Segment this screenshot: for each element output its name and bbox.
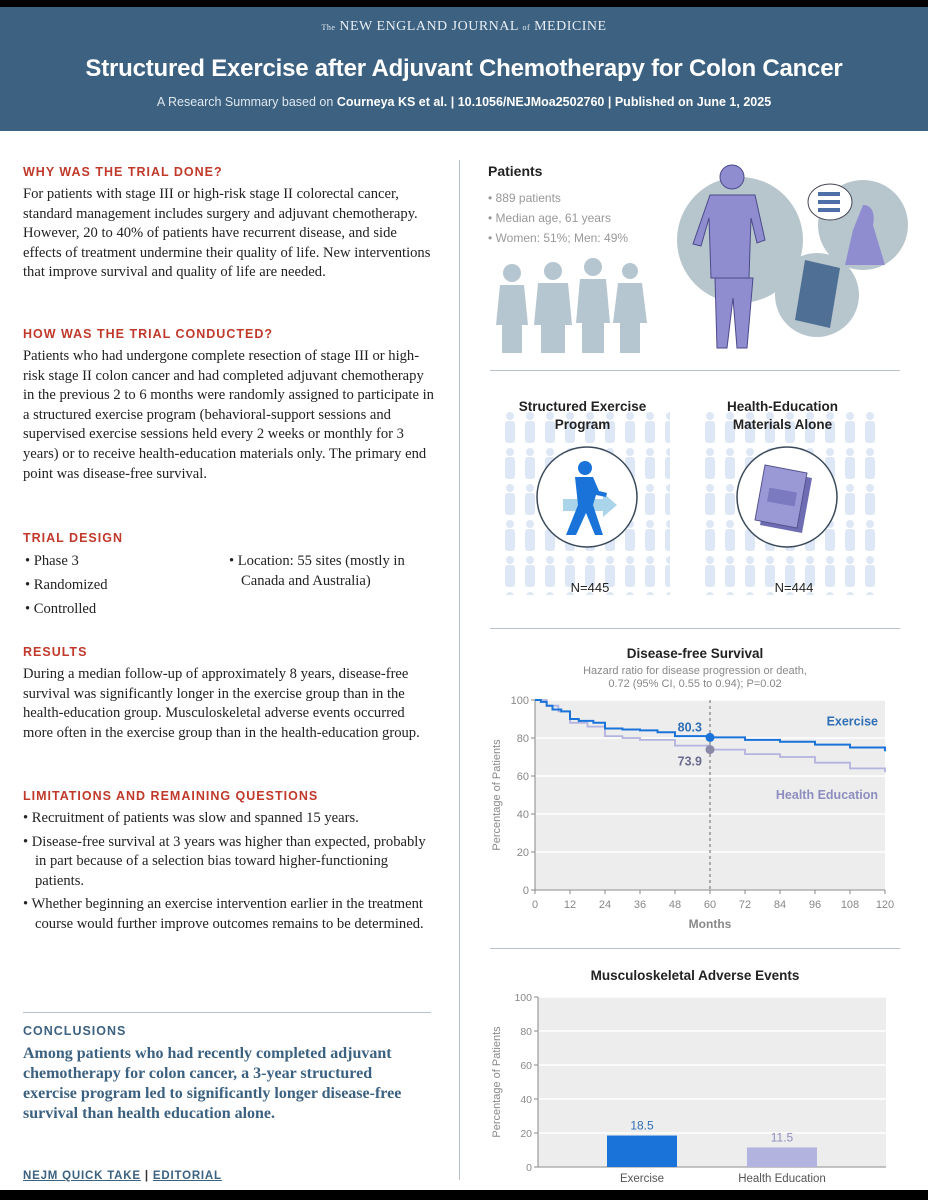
x-axis-label: Months [688, 917, 732, 931]
section-heading: CONCLUSIONS [23, 1024, 127, 1038]
annotation-label: 80.3 [677, 720, 702, 735]
published-date: Published on June 1, 2025 [614, 95, 772, 109]
authors-link[interactable]: Courneya KS et al. [336, 95, 448, 109]
footer-links [23, 1170, 222, 1182]
limitations-section [23, 789, 435, 939]
patients-item: • Median age, 61 years [488, 211, 611, 225]
arm-label-line: Structured Exercise [518, 399, 647, 414]
journal-name [0, 19, 928, 35]
design-location: • Location: 55 sites (mostly in Canada and Australia) [229, 553, 405, 589]
annotation-point [706, 745, 715, 754]
page-title: Structured Exercise after Adjuvant Chemotherapy for Colon Cancer [85, 55, 843, 82]
y-tick-label: 20 [516, 847, 529, 859]
editorial-link[interactable]: EDITORIAL [152, 1170, 222, 1182]
y-tick-label: 60 [520, 1060, 532, 1072]
design-section [23, 531, 435, 617]
x-tick-label: 36 [633, 899, 647, 911]
quick-take-link[interactable]: NEJM QUICK TAKE [23, 1170, 141, 1182]
how-section [23, 327, 435, 484]
conclusions-text: Among patients who had recently completed adjuvant chemotherapy for colon cancer, a 3-year structured exercise program led to significantly longer disease-free survival than health education alone. [23, 1045, 402, 1122]
journal-of: of [522, 23, 531, 32]
y-tick-label: 100 [510, 695, 529, 707]
doi-link[interactable]: 10.1056/NEJMoa2502760 [457, 95, 605, 109]
x-tick-label: 0 [531, 899, 539, 911]
divider [23, 1012, 431, 1013]
x-tick-label: 24 [598, 899, 612, 911]
patients-item: • 889 patients [488, 191, 561, 205]
conclusions-section [23, 1024, 435, 1124]
arm-label-line: Materials Alone [732, 417, 833, 432]
subtitle-line: Hazard ratio for disease progression or death, [583, 665, 807, 677]
survival-chart-subtitle [480, 665, 910, 691]
y-tick-label: 40 [520, 1094, 532, 1106]
limitation-item: • Whether beginning an exercise intervention earlier in the treatment course would further improve outcomes remains to be determined. [23, 896, 424, 932]
annotation-label: 73.9 [677, 754, 702, 769]
patient-silhouettes-icon [490, 255, 660, 355]
design-item: • Randomized [25, 577, 108, 593]
annotation-point [706, 733, 715, 742]
separator: | [450, 95, 455, 109]
column-divider [459, 160, 460, 1180]
walking-person-icon [535, 445, 640, 550]
bar-exercise [607, 1136, 677, 1167]
ae-chart [480, 985, 910, 1190]
y-axis-label: Percentage of Patients [491, 1026, 503, 1138]
separator: | [144, 1170, 149, 1182]
y-axis-label: Percentage of Patients [491, 739, 503, 851]
separator: | [607, 95, 612, 109]
y-tick-label: 0 [526, 1162, 532, 1174]
why-section [23, 165, 435, 283]
subtitle-line: 0.72 (95% CI, 0.55 to 0.94); P=0.02 [608, 678, 782, 690]
x-tick-label: 12 [563, 899, 577, 911]
bar-value-label: 11.5 [770, 1130, 794, 1145]
section-text: During a median follow-up of approximately 8 years, disease-free survival was significantly longer in the exercise group than in the health-education group. Musculoskeletal adverse events occurred more often in the exercise group than in the health-education group. [23, 666, 420, 741]
y-tick-label: 100 [514, 992, 532, 1004]
divider [490, 948, 900, 949]
section-text: Patients who had undergone complete resection of stage III or high-risk stage II colon cancer and had completed adjuvant chemotherapy in the previous 2 to 6 months were randomly assigned to participate in a structured exercise program (behavioral-support sessions and supervised exercise sessions held every 2 weeks or monthly for 3 years) or to receive health-education materials only. The primary end point was disease-free survival. [23, 348, 434, 482]
arm-health-label [695, 398, 870, 434]
exercise-illustration-icon [665, 160, 915, 360]
x-tick-label: 48 [668, 899, 682, 911]
patients-list [488, 188, 628, 248]
x-tick-label: 84 [773, 899, 787, 911]
y-tick-label: 40 [516, 809, 529, 821]
top-bar [0, 0, 928, 7]
divider [490, 628, 900, 629]
journal-prefix: The [321, 23, 336, 32]
section-text: For patients with stage III or high-risk stage II colorectal cancer, standard management includes surgery and adjuvant chemotherapy. However, 20 to 40% of patients have recurrent disease, and side effects of treatment undermine their quality of life. New interventions that improve survival and quality of life are needed. [23, 186, 431, 281]
health-booklet-icon [735, 445, 840, 550]
header-banner [0, 7, 928, 131]
x-tick-label: 96 [808, 899, 822, 911]
legend-health-education: Health Education [775, 788, 878, 803]
y-tick-label: 60 [516, 771, 529, 783]
patients-heading: Patients [488, 163, 543, 179]
x-category-label: Health Education [738, 1173, 826, 1185]
divider [490, 370, 900, 371]
subtitle-prefix: A Research Summary based on [156, 95, 334, 109]
bar-value-label: 18.5 [630, 1118, 654, 1133]
y-tick-label: 80 [520, 1026, 532, 1038]
journal-main: NEW ENGLAND JOURNAL [339, 19, 519, 34]
section-heading: LIMITATIONS AND REMAINING QUESTIONS [23, 789, 319, 803]
arm-label-line: Health-Education [726, 399, 838, 414]
subtitle [0, 95, 928, 109]
arm-exercise-n: N=445 [570, 580, 610, 595]
limitation-item: • Recruitment of patients was slow and spanned 15 years. [23, 810, 359, 826]
x-category-label: Exercise [619, 1173, 665, 1185]
section-heading: HOW WAS THE TRIAL CONDUCTED? [23, 327, 273, 341]
x-tick-label: 120 [875, 899, 895, 911]
arm-health-n: N=444 [774, 580, 814, 595]
bar-health-education [747, 1147, 817, 1167]
arm-label-line: Program [554, 417, 611, 432]
arm-exercise-label [495, 398, 670, 434]
y-tick-label: 20 [520, 1128, 532, 1140]
survival-chart [480, 690, 910, 940]
section-heading: WHY WAS THE TRIAL DONE? [23, 165, 223, 179]
design-item: • Phase 3 [25, 553, 79, 569]
journal-end: MEDICINE [534, 19, 607, 34]
y-tick-label: 80 [516, 733, 529, 745]
section-heading: RESULTS [23, 645, 88, 659]
y-tick-label: 0 [522, 885, 529, 897]
ae-chart-title: Musculoskeletal Adverse Events [590, 968, 800, 983]
design-item: • Controlled [25, 601, 97, 617]
results-section [23, 645, 435, 743]
bottom-bar [0, 1190, 928, 1200]
survival-chart-title: Disease-free Survival [626, 646, 764, 661]
x-tick-label: 72 [738, 899, 752, 911]
plot-area [538, 997, 886, 1167]
x-tick-label: 60 [703, 899, 717, 911]
legend-exercise: Exercise [826, 714, 878, 729]
section-heading: TRIAL DESIGN [23, 531, 123, 545]
x-tick-label: 108 [840, 899, 860, 911]
patients-item: • Women: 51%; Men: 49% [488, 231, 629, 245]
limitation-item: • Disease-free survival at 3 years was higher than expected, probably in part because of a selection bias toward higher-functioning patients. [23, 833, 426, 889]
